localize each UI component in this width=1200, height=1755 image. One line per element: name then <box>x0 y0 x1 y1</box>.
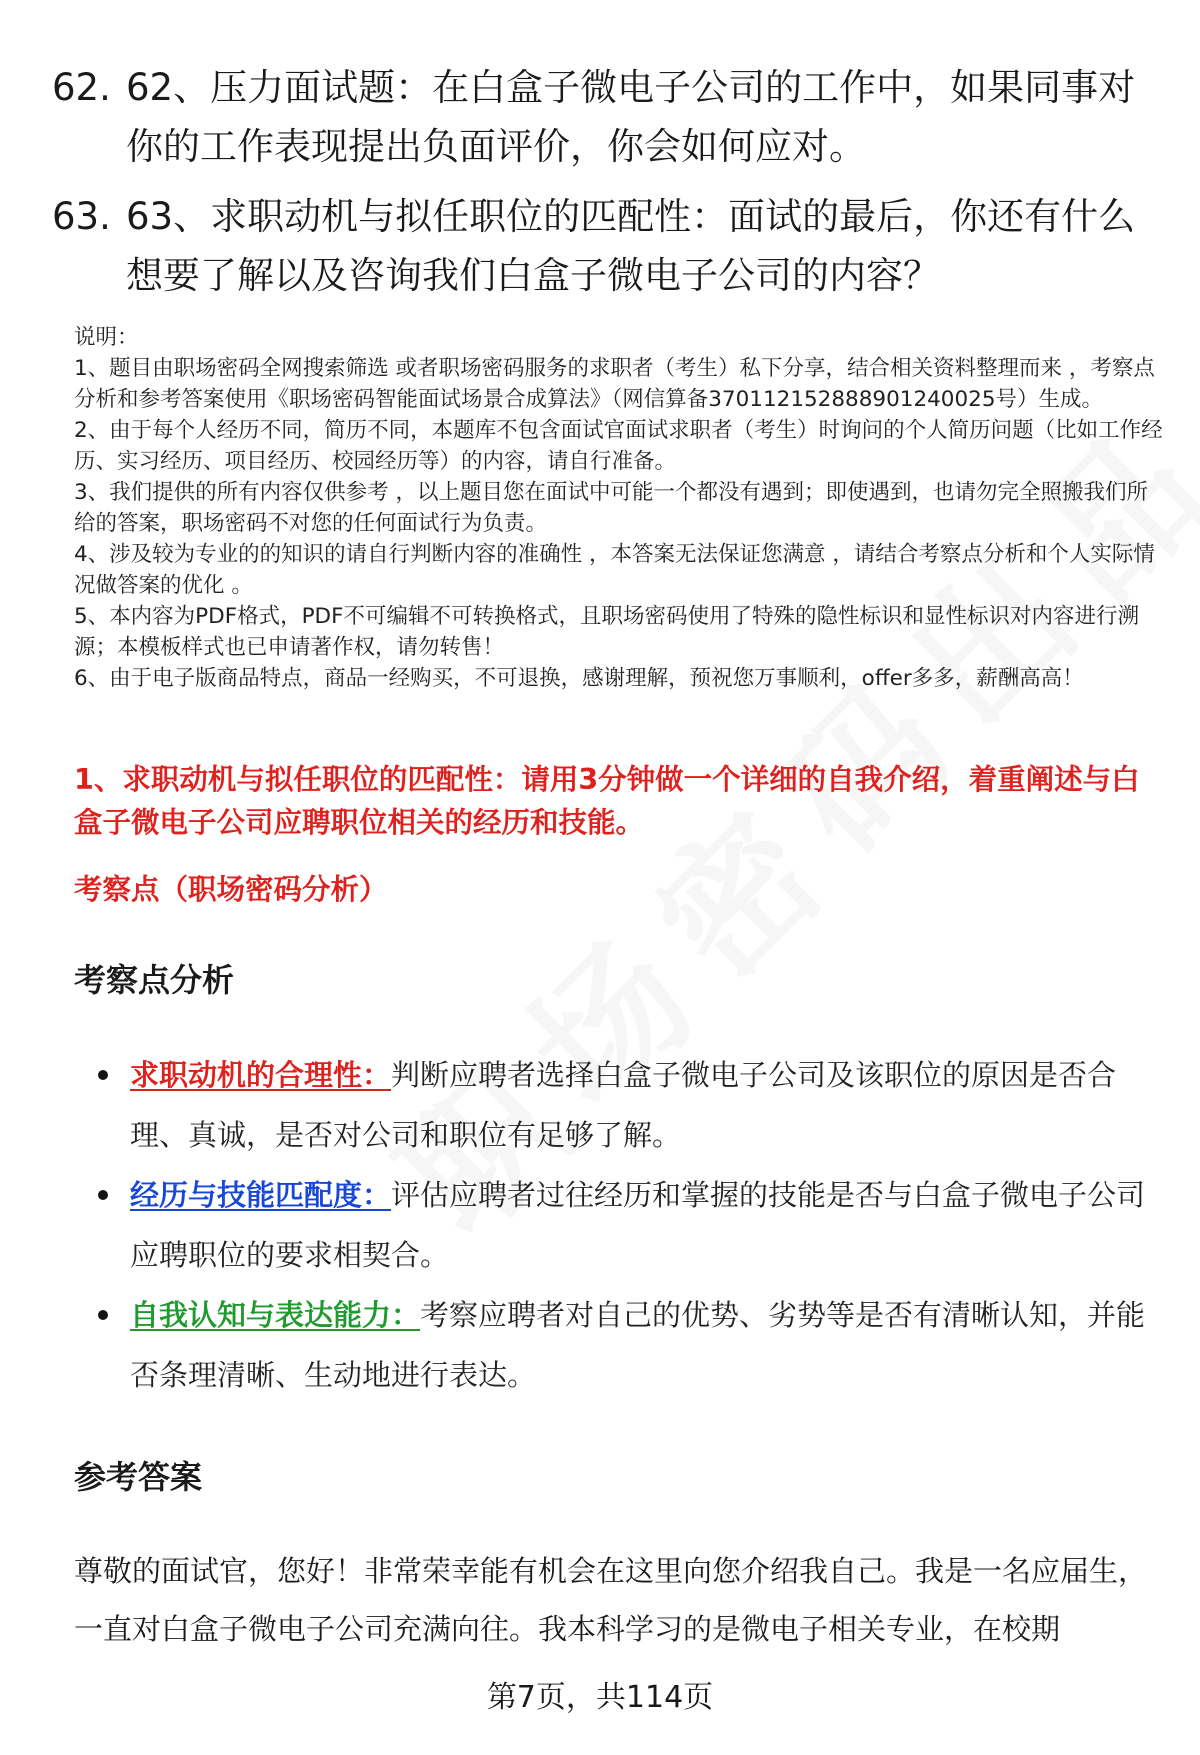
analysis-title: 考察点分析 <box>74 961 235 999</box>
question-text: 62、压力面试题：在白盒子微电子公司的工作中，如果同事对你的工作表现提出负面评价，你会如何应对。 <box>126 66 1136 168</box>
analysis-keyword: 自我认知与表达能力： <box>130 1298 421 1332</box>
bullet-icon <box>98 1190 108 1200</box>
question-number: 62. <box>52 66 111 109</box>
analysis-point <box>98 1285 1158 1405</box>
analysis-list <box>98 1045 1158 1405</box>
answer-text: 尊敬的面试官，您好！非常荣幸能有机会在这里向您介绍我自己。我是一名应届生，一直对白盒子微电子公司充满向往。我本科学习的是微电子相关专业，在校期 <box>74 1554 1148 1646</box>
analysis-keyword: 求职动机的合理性： <box>130 1058 392 1092</box>
analysis-point <box>98 1045 1158 1165</box>
question-text: 63、求职动机与拟任职位的匹配性：面试的最后，你还有什么想要了解以及咨询我们白盒子微电子公司的内容？ <box>126 195 1136 297</box>
note-item: 4、涉及较为专业的的知识的请自行判断内容的准确性 ，本答案无法保证您满意 ，请结合考察点分析和个人实际情况做答案的优化 。 <box>74 542 1155 598</box>
bullet-icon <box>98 1310 108 1320</box>
question-item-62 <box>52 58 1152 176</box>
notes-block <box>74 322 1164 694</box>
analysis-keyword: 经历与技能匹配度： <box>130 1178 392 1212</box>
question-item-63 <box>52 187 1152 305</box>
note-item: 6、由于电子版商品特点，商品一经购买，不可退换，感谢理解，预祝您万事顺利，offer多多，薪酬高高！ <box>74 666 1084 691</box>
note-item: 3、我们提供的所有内容仅供参考 ，以上题目您在面试中可能一个都没有遇到；即使遇到，也请勿完全照搬我们所给的答案，职场密码不对您的任何面试行为负责。 <box>74 480 1149 536</box>
answer-title: 参考答案 <box>74 1458 203 1496</box>
focus-label: 考察点（职场密码分析） <box>74 873 388 906</box>
notes-title: 说明： <box>74 325 139 350</box>
note-item: 5、本内容为PDF格式，PDF不可编辑不可转换格式，且职场密码使用了特殊的隐性标识和显性标识对内容进行溯源；本模板样式也已申请著作权，请勿转售！ <box>74 604 1139 660</box>
analysis-text: 判断应聘者选择白盒子微电子公司及该职位的原因是否合理、真诚，是否对公司和职位有足够了解。 <box>130 1058 1117 1152</box>
analysis-text: 评估应聘者过往经历和掌握的技能是否与白盒子微电子公司应聘职位的要求相契合。 <box>130 1178 1146 1272</box>
bullet-icon <box>98 1070 108 1080</box>
analysis-point <box>98 1165 1158 1285</box>
analysis-text: 考察应聘者对自己的优势、劣势等是否有清晰认知，并能否条理清晰、生动地进行表达。 <box>130 1298 1146 1392</box>
question-number: 63. <box>52 195 111 238</box>
note-item: 1、题目由职场密码全网搜索筛选 或者职场密码服务的求职者（考生）私下分享，结合相关资料整理而来 ，考察点分析和参考答案使用《职场密码智能面试场景合成算法》（网信算备370112152888901240025号）生成。 <box>74 356 1155 412</box>
page-number: 第7页，共114页 <box>486 1680 714 1715</box>
question-heading: 1、求职动机与拟任职位的匹配性：请用3分钟做一个详细的自我介绍，着重阐述与白盒子微电子公司应聘职位相关的经历和技能。 <box>74 763 1140 839</box>
note-item: 2、由于每个人经历不同，简历不同，本题库不包含面试官面试求职者（考生）时询问的个人简历问题（比如工作经历、实习经历、项目经历、校园经历等）的内容，请自行准备。 <box>74 418 1163 474</box>
